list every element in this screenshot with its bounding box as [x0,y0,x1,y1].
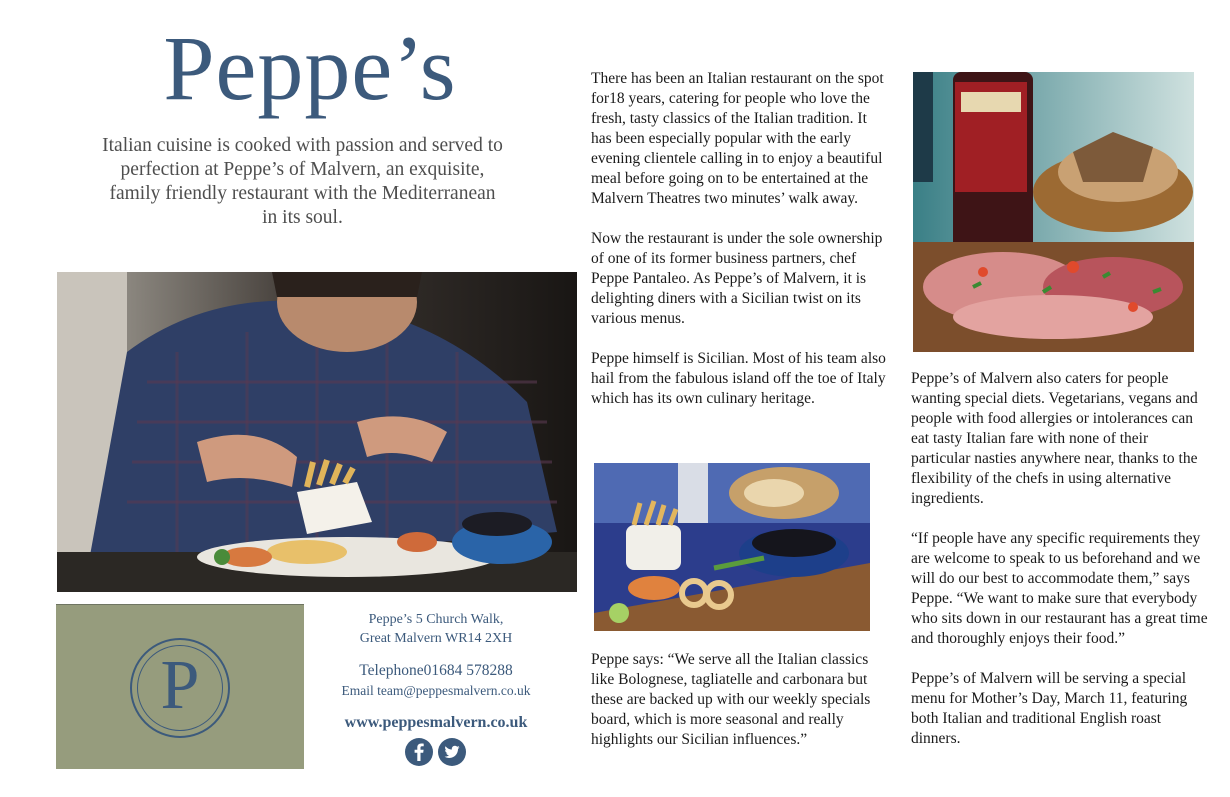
social-icons [405,738,469,768]
logo-ring [130,638,230,738]
seafood-platter-photo [594,463,870,631]
restaurant-logo-panel [56,604,304,769]
address-line-1: Peppe’s 5 Church Walk, [368,612,504,627]
intro-text: Italian cuisine is cooked with passion and served to perfection at Peppe’s of Malvern, an exquisite, family friendly restaurant with the Mediterranean in its soul. [102,135,503,228]
article-middle-bottom [591,650,891,770]
article-middle-column [591,69,891,429]
charcuterie-photo [913,72,1194,352]
telephone: Telephone01684 578288 [359,662,513,679]
logo-letter: P [160,647,200,724]
article-paragraph: Now the restaurant is under the sole ownership of one of its former business partners, chef Peppe Pantaleo. As Peppe’s of Malvern, it is delighting diners with a Sicilian twist on its various menus. [591,230,883,327]
address-line-2: Great Malvern WR14 2XH [359,631,513,646]
article-right-column [911,369,1211,769]
article-paragraph: “If people have any specific requirements they are welcome to speak to us beforehand and we will do our best to accommodate them,” says Peppe. “We want to make sure that everybody who sits down in our restaurant has a great time and thoroughly enjoys their food.” [911,530,1208,647]
page-title: Peppe’s [163,17,457,119]
article-paragraph: Peppe’s of Malvern will be serving a special menu for Mother’s Day, March 11, featuring both Italian and traditional English roast dinners. [911,670,1188,747]
article-paragraph: Peppe himself is Sicilian. Most of his team also hail from the fabulous island off the toe of Italy which has its own culinary heritage. [591,350,886,407]
chef-plating-photo [57,272,577,592]
contact-block [318,610,554,733]
article-paragraph: Peppe says: “We serve all the Italian classics like Bolognese, tagliatelle and carbonara but these are backed up with our weekly specials board, which is more seasonal and really highlights our Sicilian influences.” [591,651,871,748]
article-paragraph: Peppe’s of Malvern also caters for people wanting special diets. Vegetarians, vegans and people with food allergies or intolerances can eat tasty Italian fare with none of their particular nasties anywhere near, thanks to the flexibility of the chefs in using alternative ingredients. [911,370,1198,507]
email-address[interactable]: Email team@peppesmalvern.co.uk [341,683,531,698]
article-paragraph: There has been an Italian restaurant on the spot for18 years, catering for people who love the fresh, tasty classics of the Italian tradition. It has been especially popular with the early evening clientele calling in to enjoy a beautiful meal before going on to be entertained at the Malvern Theatres two minutes’ walk away. [591,70,884,207]
website-link[interactable]: www.peppesmalvern.co.uk [344,714,528,731]
facebook-icon[interactable] [405,738,433,766]
twitter-icon[interactable] [438,738,466,766]
